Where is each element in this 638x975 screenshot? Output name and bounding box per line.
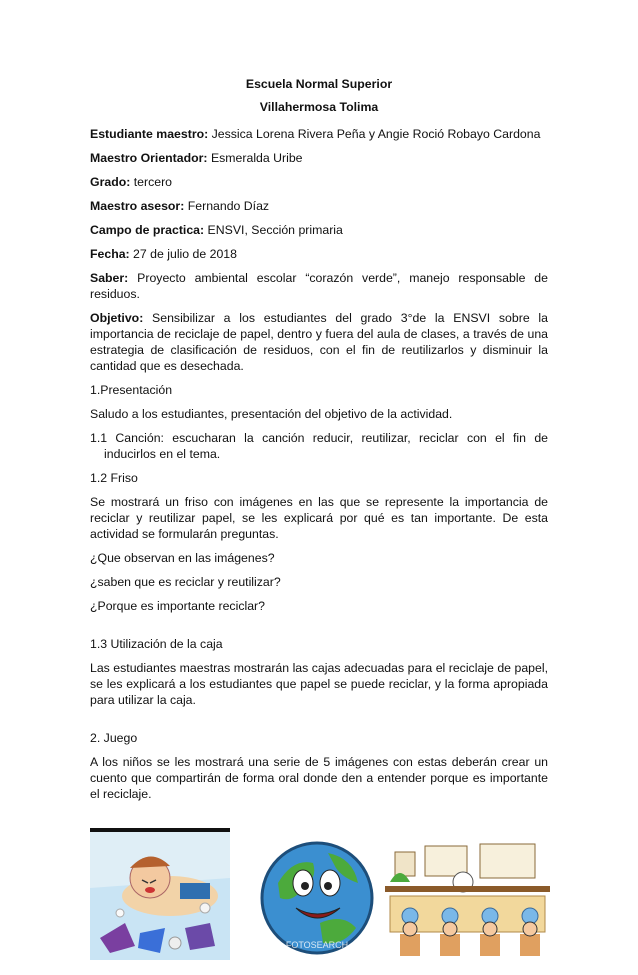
field-value: Fernando Díaz bbox=[184, 199, 270, 213]
happy-earth-illustration bbox=[258, 828, 376, 964]
field-orientador bbox=[90, 150, 548, 166]
classroom-illustration bbox=[385, 834, 550, 964]
field-label: Grado: bbox=[90, 175, 131, 189]
section-presentacion-text: Saludo a los estudiantes, presentación del objetivo de la actividad. bbox=[90, 407, 453, 421]
field-estudiante bbox=[90, 126, 548, 142]
section-friso-text: Se mostrará un friso con imágenes en las que se represente la importancia de reciclar y reutilizar papel, se les explicará por qué es tan importante. De esta actividad se formularán preguntas. bbox=[90, 495, 548, 541]
child-trash-illustration bbox=[90, 828, 230, 960]
field-value: tercero bbox=[130, 175, 173, 189]
watermark-text: FOTOSEARCH bbox=[285, 940, 349, 950]
field-asesor bbox=[90, 198, 548, 214]
question-2: ¿saben que es reciclar y reutilizar? bbox=[90, 575, 281, 589]
illustrations-row bbox=[90, 826, 560, 966]
field-label: Saber: bbox=[90, 271, 129, 285]
field-label: Fecha: bbox=[90, 247, 130, 261]
field-value: 27 de julio de 2018 bbox=[129, 247, 237, 261]
section-caja-text: Las estudiantes maestras mostrarán las cajas adecuadas para el reciclaje de papel, se les explicará a los estudiantes que papel se puede reciclar, y la forma apropiada para utilizar la caja. bbox=[90, 661, 548, 707]
school-name: Escuela Normal Superior bbox=[245, 77, 393, 91]
field-grado bbox=[90, 174, 548, 190]
question-1: ¿Que observan en las imágenes? bbox=[90, 551, 275, 565]
section-presentacion-title: 1.Presentación bbox=[90, 383, 173, 397]
field-value: Sensibilizar a los estudiantes del grado 3°de la ENSVI sobre la importancia de reciclaje de papel, dentro y fuera del aula de clases, a través de una estrategia de clasificación de residuos, con el fin de reutilizarlos y disminuir la cantidad que es desechada. bbox=[90, 311, 548, 373]
section-caja-title: 1.3 Utilización de la caja bbox=[90, 637, 223, 651]
section-juego-text: A los niños se les mostrará una serie de 5 imágenes con estas deberán crear un cuento que compartirán de forma oral donde den a entender porque es importante el reciclaje. bbox=[90, 755, 548, 801]
field-campo bbox=[90, 222, 548, 238]
school-location: Villahermosa Tolima bbox=[259, 100, 379, 114]
field-value: Esmeralda Uribe bbox=[207, 151, 303, 165]
field-fecha bbox=[90, 246, 548, 262]
section-friso-title: 1.2 Friso bbox=[90, 471, 138, 485]
field-saber bbox=[90, 270, 548, 302]
field-value: Jessica Lorena Rivera Peña y Angie Roció Robayo Cardona bbox=[208, 127, 541, 141]
field-label: Estudiante maestro: bbox=[90, 127, 209, 141]
field-label: Maestro Orientador: bbox=[90, 151, 208, 165]
field-label: Objetivo: bbox=[90, 311, 144, 325]
field-value: Proyecto ambiental escolar “corazón verde”, manejo responsable de residuos. bbox=[90, 271, 548, 301]
section-cancion: 1.1 Canción: escucharan la canción reducir, reutilizar, reciclar con el fin de inducirlos en el tema. bbox=[90, 431, 548, 461]
field-label: Campo de practica: bbox=[90, 223, 205, 237]
document-body bbox=[90, 76, 548, 810]
field-label: Maestro asesor: bbox=[90, 199, 185, 213]
field-value: ENSVI, Sección primaria bbox=[204, 223, 343, 237]
section-juego-title: 2. Juego bbox=[90, 731, 138, 745]
question-3: ¿Porque es importante reciclar? bbox=[90, 599, 265, 613]
field-objetivo bbox=[90, 310, 548, 374]
